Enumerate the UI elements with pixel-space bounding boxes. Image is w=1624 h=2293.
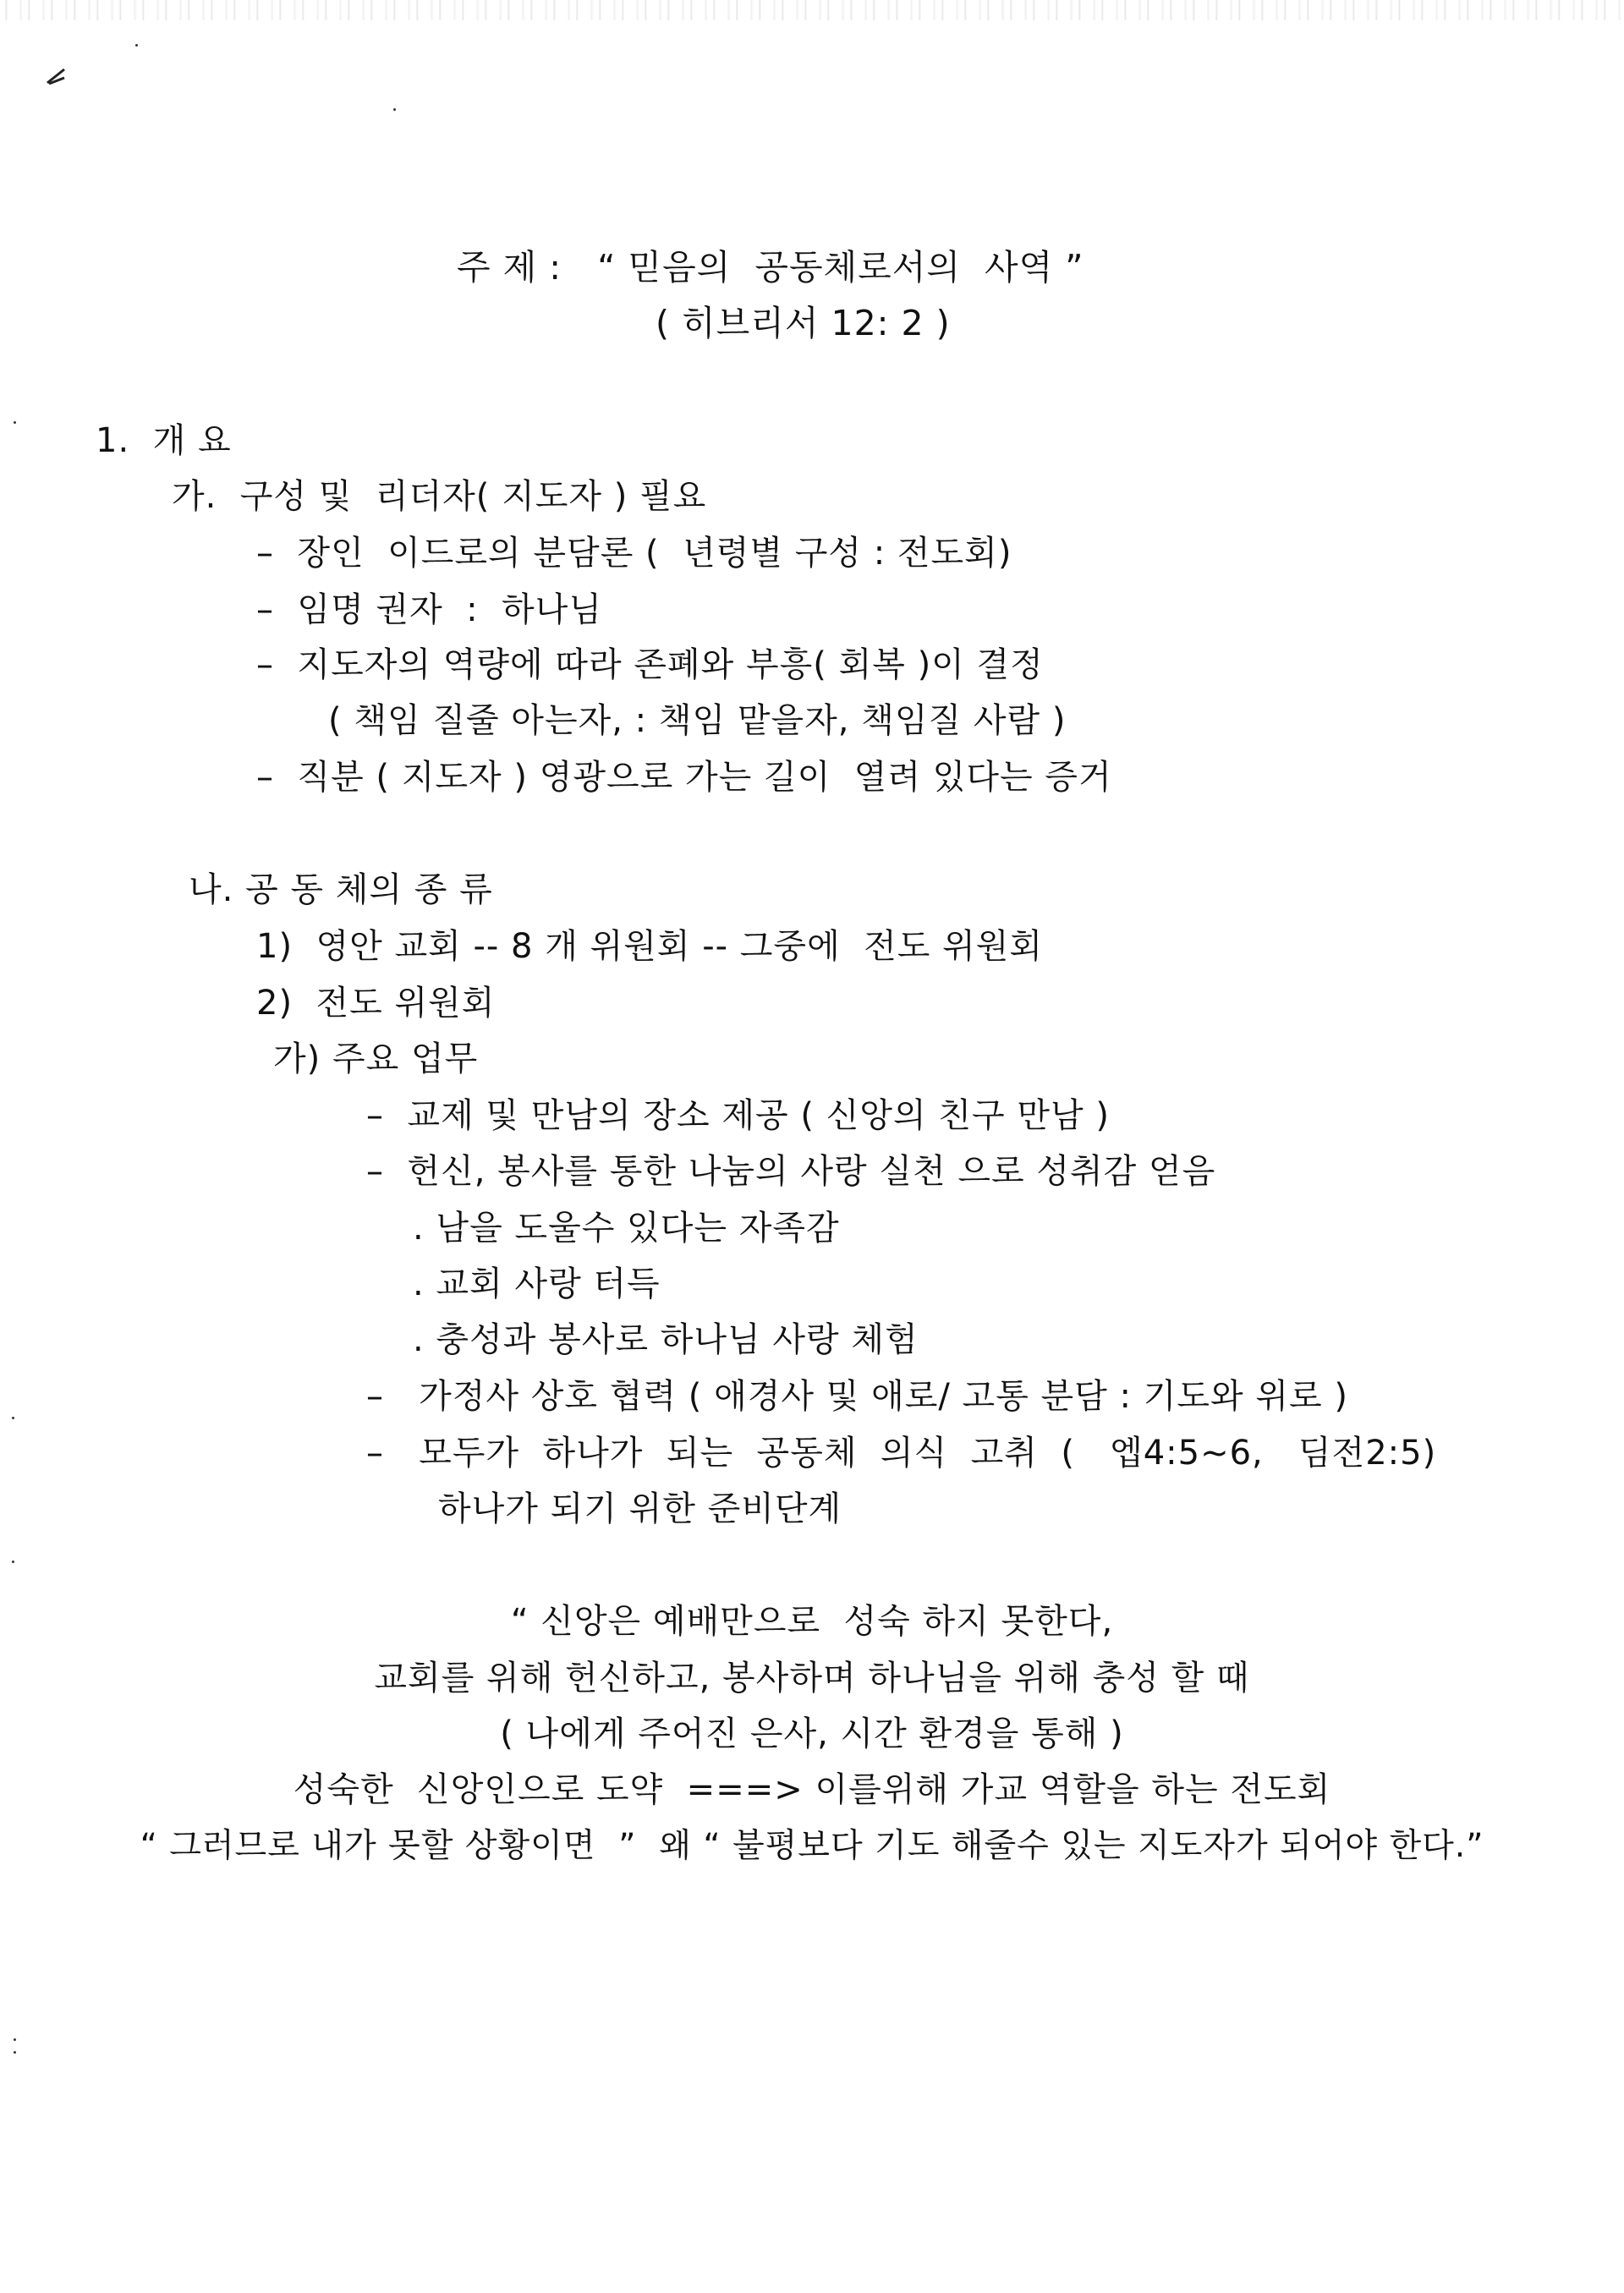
scan-mark-icon — [46, 66, 68, 86]
list-item: 1) 영안 교회 -- 8 개 위원회 -- 그중에 전도 위원회 — [256, 927, 1044, 966]
duty-subitem: . 충성과 봉사로 하나님 사랑 체험 — [413, 1320, 919, 1359]
duty-subitem: . 교회 사랑 터득 — [413, 1264, 661, 1303]
scan-speck — [14, 421, 16, 424]
quote-line: “ 그러므로 내가 못할 상황이면 ” 왜 “ 불평보다 기도 해줄수 있는 지도자가 되어야 한다.” — [140, 1827, 1484, 1865]
list-item: 2) 전도 위원회 — [256, 984, 496, 1023]
list-item: – 임명 권자 : 하나님 — [256, 590, 602, 629]
list-item: – 직분 ( 지도자 ) 영광으로 가는 길이 열려 있다는 증거 — [256, 758, 1112, 797]
scan-noise-top — [0, 0, 1624, 20]
subsection-heading-ga: 가. 구성 및 리더자( 지도자 ) 필요 — [172, 477, 707, 516]
duties-heading: 가) 주요 업무 — [273, 1040, 479, 1078]
quote-line: 성숙한 신앙인으로 도약 ===> 이를위해 가교 역할을 하는 전도회 — [293, 1770, 1331, 1809]
duty-item-continuation: 하나가 되기 위한 준비단계 — [438, 1489, 842, 1528]
scan-speck — [12, 1417, 14, 1419]
scan-speck — [12, 1561, 14, 1563]
scan-speck — [135, 44, 138, 47]
duty-item: – 가정사 상호 협력 ( 애경사 및 애로/ 고통 분담 : 기도와 위로 ) — [366, 1377, 1348, 1416]
list-item-note: ( 책임 질줄 아는자, : 책임 맡을자, 책임질 사람 ) — [328, 701, 1067, 740]
bible-reference: ( 히브리서 12: 2 ) — [656, 303, 951, 343]
quote-line: “ 신앙은 예배만으로 성숙 하지 못한다, — [510, 1602, 1114, 1641]
topic-title: 주 제 : “ 믿음의 공동체로서의 사역 ” — [457, 247, 1084, 288]
duty-item: – 헌신, 봉사를 통한 나눔의 사랑 실천 으로 성취감 얻음 — [366, 1152, 1216, 1191]
scan-speck — [14, 2051, 16, 2054]
scan-speck — [14, 2038, 16, 2041]
list-item: – 지도자의 역량에 따라 존폐와 부흥( 회복 )이 결정 — [256, 645, 1044, 684]
quote-line: 교회를 위해 헌신하고, 봉사하며 하나님을 위해 충성 할 때 — [374, 1659, 1250, 1698]
list-item: – 장인 이드로의 분담론 ( 년령별 구성 : 전도회) — [256, 534, 1012, 573]
scan-speck — [393, 108, 396, 111]
duty-subitem: . 남을 도울수 있다는 자족감 — [413, 1209, 840, 1248]
quote-line: ( 나에게 주어진 은사, 시간 환경을 통해 ) — [500, 1714, 1124, 1753]
subsection-heading-na: 나. 공 동 체의 종 류 — [189, 870, 493, 909]
section-heading: 1. 개 요 — [96, 421, 232, 460]
duty-item: – 모두가 하나가 되는 공동체 의식 고취 ( 엡4:5~6, 딤전2:5) — [366, 1434, 1437, 1473]
duty-item: – 교제 및 만남의 장소 제공 ( 신앙의 친구 만남 ) — [366, 1096, 1110, 1135]
